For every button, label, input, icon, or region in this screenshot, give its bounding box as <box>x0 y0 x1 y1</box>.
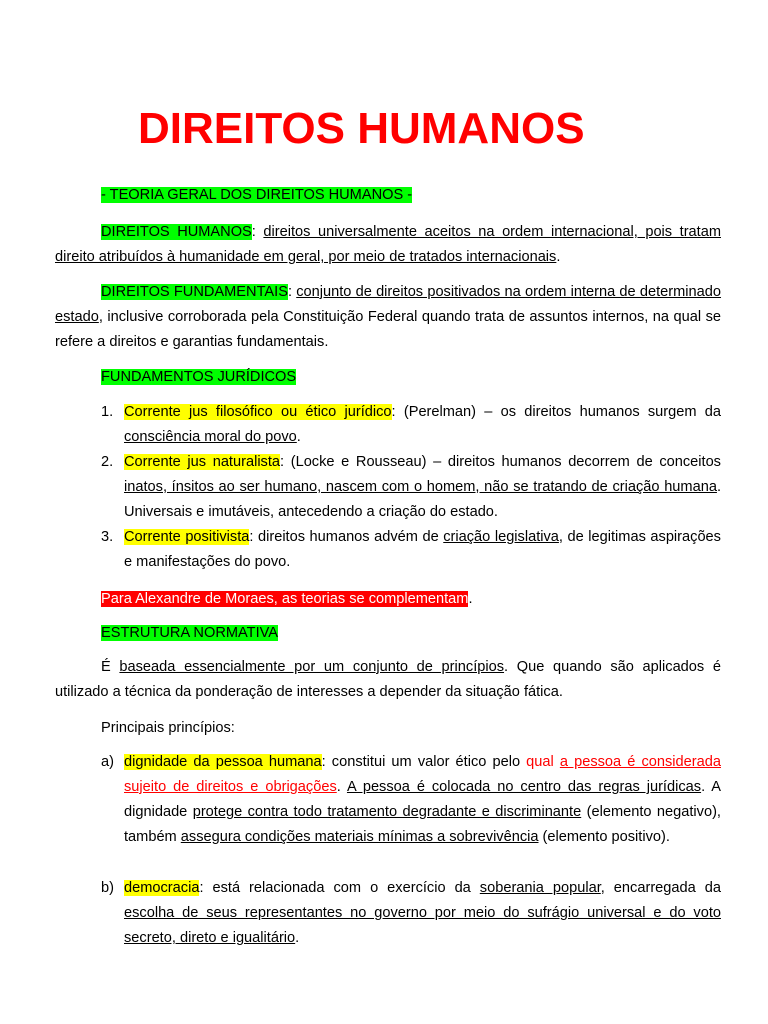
term-corrente-jus-filosofico: Corrente jus filosófico ou ético jurídico <box>124 404 392 420</box>
item-underlined-text: assegura condições materiais mínimas a sobrevivência <box>180 829 539 845</box>
item-underlined-text: criação legislativa <box>443 529 559 545</box>
estrutura-underlined: baseada essencialmente por um conjunto de princípios <box>119 659 505 675</box>
definition-direitos-humanos: direitos universalmente aceitos na ordem internacional, pois tratam direito atribuídos à humanidade em geral, por meio de tratados internacionais <box>55 224 721 265</box>
item-underlined-text: protege contra todo tratamento degradante e discriminante <box>192 804 582 820</box>
item-red-underlined-text: a pessoa é considerada sujeito de direitos e obrigações <box>124 754 721 795</box>
list-number: 1. <box>101 404 114 420</box>
moraes-note <box>101 587 767 612</box>
item-text: . <box>295 930 300 946</box>
term-direitos-fundamentais: DIREITOS FUNDAMENTAIS <box>101 284 288 300</box>
term-corrente-jus-naturalista: Corrente jus naturalista <box>124 454 281 470</box>
list-letter: a) <box>101 754 114 770</box>
section-header <box>101 183 767 208</box>
page-title: DIREITOS HUMANOS <box>138 104 585 153</box>
fundamentos-header <box>101 365 767 390</box>
item-text: . <box>336 779 347 795</box>
term-corrente-positivista: Corrente positivista <box>124 529 250 545</box>
item-text: : direitos humanos advém de <box>249 529 444 545</box>
list-letter: b) <box>101 880 114 896</box>
list-item-principio-a <box>101 750 721 850</box>
item-text: : está relacionada com o exercício da <box>199 880 480 896</box>
item-underlined-text: soberania popular <box>479 880 601 896</box>
paragraph-text: É <box>101 659 120 675</box>
definition-direitos-fundamentais: conjunto de direitos positivados na ordem interna de determinado estado <box>55 284 722 325</box>
item-underlined-text: inatos, ínsitos ao ser humano, nascem com o homem, não se tratando de criação humana <box>124 479 717 495</box>
list-item-fundamento-3 <box>101 525 721 575</box>
item-underlined-text: A pessoa é colocada no centro das regras jurídicas <box>346 779 702 795</box>
list-item-fundamento-1 <box>101 400 721 450</box>
principios-label: Principais princípios: <box>101 720 235 736</box>
paragraph-direitos-fundamentais <box>55 280 721 355</box>
item-text: (elemento negativo), também <box>124 804 721 845</box>
list-number: 2. <box>101 454 114 470</box>
list-number: 3. <box>101 529 114 545</box>
term-democracia: democracia <box>124 880 200 896</box>
paragraph-direitos-humanos <box>55 220 721 270</box>
item-text: , de legitimas aspirações e manifestações do povo. <box>124 529 721 570</box>
item-text: : constitui um valor ético pelo <box>321 754 527 770</box>
term-dignidade: dignidade da pessoa humana <box>124 754 322 770</box>
period-text: . <box>468 591 473 607</box>
item-text: . <box>296 429 301 445</box>
item-underlined-text: escolha de seus representantes no governo por meio do sufrágio universal e do voto secreto, direto e igualitário <box>124 905 721 946</box>
list-item-principio-b <box>101 876 721 951</box>
period-text: . <box>556 249 561 265</box>
term-direitos-humanos: DIREITOS HUMANOS <box>101 224 252 240</box>
estrutura-header-text: ESTRUTURA NORMATIVA <box>101 625 279 641</box>
item-text: : (Perelman) – os direitos humanos surgem da <box>391 404 721 420</box>
moraes-highlight: Para Alexandre de Moraes, as teorias se complementam <box>101 591 469 607</box>
item-text: (elemento positivo). <box>538 829 670 845</box>
colon-text: : <box>287 284 297 300</box>
paragraph-estrutura <box>55 655 721 705</box>
colon-text: : <box>251 224 264 240</box>
list-item-fundamento-2 <box>101 450 721 525</box>
section-header-text: - TEORIA GERAL DOS DIREITOS HUMANOS - <box>101 187 413 203</box>
item-underlined-text: consciência moral do povo <box>124 429 297 445</box>
item-text: : (Locke e Rousseau) – direitos humanos decorrem de conceitos <box>280 454 721 470</box>
paragraph-text: . Que quando são aplicados é utilizado a técnica da ponderação de interesses a depender da situação fática. <box>55 659 721 700</box>
item-text: . A dignidade <box>124 779 721 820</box>
fundamentos-header-text: FUNDAMENTOS JURÍDICOS <box>101 369 297 385</box>
paragraph-text: , inclusive corroborada pela Constituição Federal quando trata de assuntos internos, na qual se refere a direitos e garantias fundamentais. <box>55 309 721 350</box>
item-text: . Universais e imutáveis, antecedendo a criação do estado. <box>124 479 721 520</box>
item-red-text: qual <box>526 754 560 770</box>
estrutura-header <box>101 621 767 646</box>
item-text: , encarregada da <box>600 880 721 896</box>
